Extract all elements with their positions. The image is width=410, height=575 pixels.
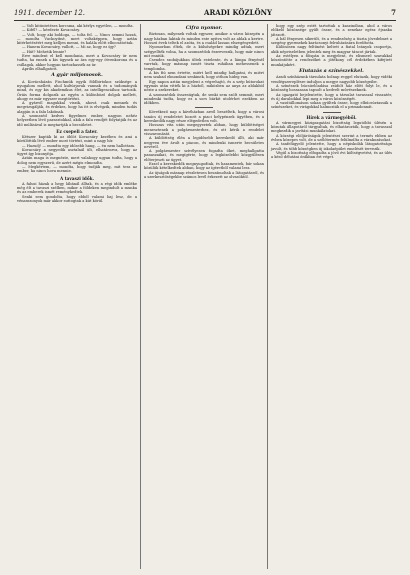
column-left [14, 24, 141, 569]
article-heading: Cifra nyomor. [185, 25, 223, 31]
article-paragraph: Az estélyen a főispán is megjelent, és elismerő szavakkal köszöntötte a rendezőket a jótékony cél érdekében kifejtett munkájukért. [271, 54, 392, 67]
article-paragraph: — Kifél? — kérdezte Kovacsáry. [22, 28, 80, 33]
article-paragraph: Egy napon aztán megjelent a végrehajtó, és a szép bútorokat egymás után vitték ki a házból, miközben az anya az ablakból nézte a szekereket. [144, 79, 264, 93]
article-columns [14, 24, 396, 569]
newspaper-title: ARADI KÖZLÖNY [204, 8, 273, 17]
article-heading: Ez csepeli a fater. [56, 128, 98, 134]
article-paragraph: Erre mindent el kell mondania, mert a Kovacsáry úr nem tudta, ha ennek a kis ügynek az ára egy-egy ötvenkorona és a csillagok, akkor hogyan tartozhassék az úr. [17, 54, 137, 67]
article-paragraph: A tanfelügyelő jelentette, hogy a népiskolák látogatottsága javult, és több községben új iskolaépület emelését tervezik. [271, 142, 392, 151]
article-paragraph: Az igazgató bejelentette, hogy a társulat tavasszal visszatér, és új darabokkal lepi meg a város közönségét. [271, 92, 392, 101]
article-paragraph: Különösen nagy feltűnést keltett a fiatal leányok csoportja, akik népviseletben jelentek meg és magyar táncot jártak. [271, 45, 392, 54]
article-paragraph: A szomszédok összesúgtak, de senki sem szólt semmit, mert mindenki tudta, hogy ez a sors bárkit utolérhet ezekben az időkben. [144, 92, 264, 106]
article-paragraph: A gyárról magukkal viszik, ahová csak mennek és megvizsgálják, és érdekes, hogy ha itt is elvégzik, minden tudás alapján is a falu lakóinak. [17, 101, 137, 114]
column-right [268, 24, 395, 569]
article-paragraph: Biztosan, milyenek voltak egyszer, amikor a város közepén a nagy házban laktak és minden este nyitva volt az ablak a kertre. Hosszú évek teltek el azóta, és a család lassan elszegényedett. [144, 32, 264, 45]
article-paragraph: Nyomorban éltek, de a külsőségekre mindig adtak, mert szégyellték volna, ha a szomszédok észreveszik, hogy már nincs mit enniük. [144, 45, 264, 58]
article-paragraph: A falusi házak a hegy lábánál álltak, és a régi idők emléke még élt a tavaszi szélben, mikor a földeken megindult a munka és az emberek ismét reménykedtek. [17, 181, 137, 195]
article-paragraph: — Volt, hogy aki boldoga, — tolta fel. — Nincs semmi hozzá, — mondta Vuckoyitné, mert voltaképpen, hogy aztán kitérhetéséért meg kelljen menni, és halála előtt elbocsátottak. [17, 32, 137, 46]
article-paragraph: — Volt kitüntetéses korcsma, aki kérlys egyetlen, — mondta. [22, 24, 134, 28]
page-number: 7 [391, 8, 396, 17]
article-paragraph: Hosszas vita után megegyeztek abban, hogy küldöttséget menesztenek a polgármesterhez, és ott kérik a rendelet visszavonását. [144, 123, 264, 136]
article-paragraph: A vasútállomáson sokan gyűltek össze, hogy elbúcsúztassák a színészeket, és virágokkal halmozták el a primadonnát. [271, 101, 392, 110]
section-separator [195, 107, 213, 108]
article-paragraph: A kis fiú nem értette, miért kell mindig hallgatni, és miért nem szabad elmondani senkinek, hogy otthon hideg van. [144, 71, 264, 80]
issue-date: 1911. december 12. [14, 9, 85, 17]
page-header [14, 9, 396, 18]
header-rule [14, 20, 396, 21]
article-paragraph: — Hazudj! — mondta egy idősebb hang, — én nem hallottam. [22, 143, 136, 148]
article-paragraph: Aztán maga is megnézte, mert valahogy ugyan tudta, hogy a dolog nem egyszerű, de azért mégis elmondta. [17, 156, 137, 165]
article-paragraph: Kovacsáry a negyedik asztalnál ült, elhatározva, hogy az ügyet így bizonyítja. [17, 147, 137, 157]
article-heading: Hírek a vármegyéből. [306, 114, 357, 120]
article-paragraph: Az újságok másnap részletesen beszámoltak a látogatásról, és a szerkesztőségekbe számos levél érkezett az olvasóktól. [144, 170, 264, 179]
article-paragraph: A polgármester szívélyesen fogadta őket, meghallgatta panaszaikat, és megígérte, hogy a legközelebbi közgyűlésen előterjeszti az ügyet. [144, 149, 264, 162]
article-paragraph: A vármegyei közigazgatási bizottság legutóbbi ülésén a közutak állapotáról tárgyaltak, és elhatározták, hogy a tavasszal megkezdik a javítási munkálatokat. [271, 120, 392, 134]
article-paragraph: Aprilis elhallgatott. [22, 66, 58, 71]
article-paragraph: Senki sem gondolta, hogy ebből valami baj lesz, de a vénasszonyok már akkor suttogtak a kút körül. [17, 194, 137, 203]
column-middle [141, 24, 268, 569]
section-separator [323, 112, 341, 113]
article-paragraph: A színészek búcsúelőadása zsúfolt ház előtt folyt le, és a közönség hosszasan tapsolt a kedvelt művészeknek. [271, 83, 392, 93]
article-paragraph: Csendes szobájukban ültek estelente, és a lámpa fényénél varrtak, hogy másnap ismét tiszta ruhában mehessenek a templomba. [144, 58, 264, 71]
article-paragraph: — Hát? Mehetik lennie? [22, 49, 67, 54]
article-heading: A tavaszi idők. [60, 175, 94, 181]
article-paragraph: A bál fényesen sikerült, és a rendezőség a tiszta jövedelmet a szegény gyermekek karácsonyi felruházására fordította. [271, 36, 392, 46]
article-paragraph: — Hanem Kovacsáry, vallott, — Mi az, hogy ez így? [22, 45, 116, 50]
article-heading: A gyár miljomosok. [51, 72, 103, 79]
article-paragraph: A küldöttség élén a legidősebb kereskedő állt, aki már negyven éve árult a piacon, és mindenki ismerte becsületes nevéről. [144, 136, 264, 149]
article-paragraph: Következő nap a kávéházban arról beszéltek, hogy a városi tanács új rendeletet hozott a piaci helypénzek ügyében, és a kereskedők nagy része elégedetlen volt. [144, 110, 264, 124]
article-heading: Elutazás a színészekkel. [299, 67, 364, 74]
article-paragraph: A községi elöljáróságok jelentései szerint a termés ebben az évben közepes volt, de a szőlőtermés felülmúlta a várakozásokat. [271, 133, 392, 142]
article-paragraph: Aradi színházunk társulata holnap reggel elutazik, hogy vidéki vendégszereplésre induljon a megye nagyobb községeibe. [271, 75, 392, 84]
article-paragraph: — Megkértem, — mondta, hogy tudják meg, mit tesz az ember, ha nincs hova mennie. [17, 165, 137, 174]
article-paragraph: Kétszer kapták ki az öblöt Kovacsáry kezében és ami a körülöttük lévő ember most történt, mint a nagy hír. [17, 134, 137, 144]
article-paragraph: hogy egy szép estét tartottak a kaszinóban, ahol a város előkelő közönsége gyűlt össze, és a zenekar egész éjszaka játszott. [271, 24, 392, 37]
article-paragraph: A szomszéd kedves figyelmes ember, nagyon nehéz helyzetben lévő parasztokkal, akik a falu rendjét folytatják és az idő múlásával is megtartják a becsületet. [17, 114, 137, 127]
article-paragraph: Végül a bizottság elfogadta a jövő évi költségvetést, és az ülés a késő délutáni órákban ért véget. [271, 150, 392, 160]
article-paragraph: A Kovácsházán Fischmük egyik földbirtokos szüksége a nyugalom mellett, ahol kultúrjavak vannak és a tudományok mind, és egy kis akademikus élet, az intelligenciához tartozik. Óriás forma dolgozik az egyén a különböző dolgok mellett, ahogy ez már egyszer megtörtént. [17, 79, 137, 101]
article-paragraph: Ezzel a kereskedők megnyugodtak, és hazamentek, bár sokan közülük kételkedtek abban, hogy az ígéretből valami lesz. [144, 162, 264, 171]
